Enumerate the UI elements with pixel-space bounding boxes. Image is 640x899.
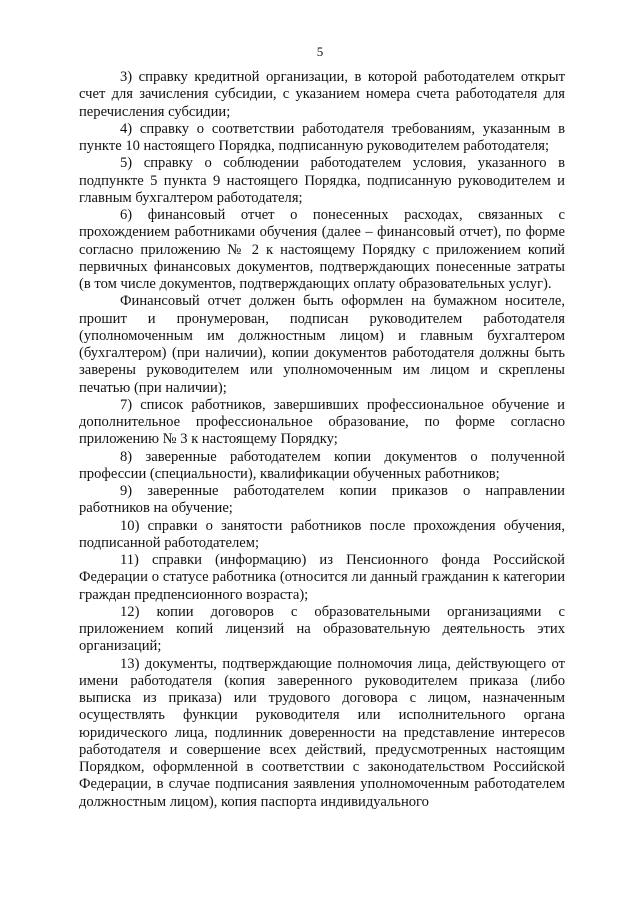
list-item-12: 12) копии договоров с образовательными организациями с приложением копий лицензий на образовательную деятельность этих организаций; bbox=[79, 603, 565, 655]
list-item-9: 9) заверенные работодателем копии приказов о направлении работников на обучение; bbox=[79, 483, 565, 517]
list-item-13: 13) документы, подтверждающие полномочия лица, действующего от имени работодателя (копия заверенного руководителем приказа (либо выписка из приказа) или трудового договора с лицом, назначенным осуществлять функции руководителя или исполнительного органа юридического лица, подлинник доверенности на представление интересов работодателя и совершение всех действий, предусмотренных настоящим Порядком, оформленной в соответствии с законодательством Российской Федерации, в случае подписания заявления уполномоченным работодателем должностным лицом), копия паспорта индивидуального bbox=[79, 655, 565, 810]
list-item-5: 5) справку о соблюдении работодателем условия, указанного в подпункте 5 пункта 9 настоящего Порядка, подписанную руководителем и главным бухгалтером работодателя; bbox=[79, 155, 565, 206]
document-body bbox=[79, 69, 565, 811]
financial-report-requirements: Финансовый отчет должен быть оформлен на бумажном носителе, прошит и пронумерован, подписан руководителем работодателя (уполномоченным им должностным лицом) и главным бухгалтером (бухгалтером) (при наличии), копии документов работодателя должны быть заверены руководителем или уполномоченным им лицом и скреплены печатью (при наличии); bbox=[79, 293, 565, 396]
list-item-8: 8) заверенные работодателем копии документов о полученной профессии (специальности), квалификации обученных работников; bbox=[79, 448, 565, 482]
list-item-10: 10) справки о занятости работников после прохождения обучения, подписанной работодателем; bbox=[79, 517, 565, 551]
list-item-4: 4) справку о соответствии работодателя требованиям, указанным в пункте 10 настоящего Порядка, подписанную руководителем работодателя; bbox=[79, 120, 565, 154]
list-item-11: 11) справки (информацию) из Пенсионного фонда Российской Федерации о статусе работника (относится ли данный гражданин к категории граждан предпенсионного возраста); bbox=[79, 552, 565, 603]
page-number: 5 bbox=[316, 44, 324, 59]
list-item-7: 7) список работников, завершивших профессиональное обучение и дополнительное профессиональное образование, по форме согласно приложению № 3 к настоящему Порядку; bbox=[79, 396, 565, 448]
list-item-3: 3) справку кредитной организации, в которой работодателем открыт счет для зачисления субсидии, с указанием номера счета работодателя для перечисления субсидии; bbox=[79, 69, 565, 120]
list-item-6: 6) финансовый отчет о понесенных расходах, связанных с прохождением работниками обучения (далее – финансовый отчет), по форме согласно приложению № 2 к настоящему Порядку с приложением копий первичных финансовых документов, подтверждающих понесенные затраты (в том числе документов, подтверждающих оплату образовательных услуг). bbox=[79, 207, 565, 292]
